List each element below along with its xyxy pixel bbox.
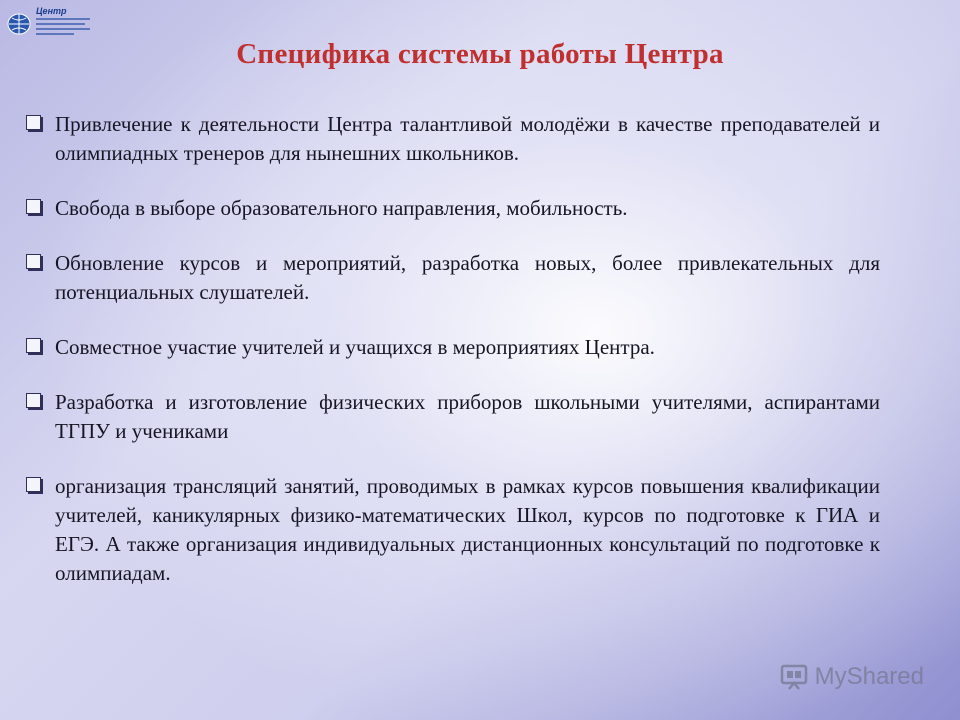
- watermark: [779, 662, 924, 692]
- list-item: [26, 388, 880, 446]
- list-item: [26, 249, 880, 307]
- slide-title: Специфика системы работы Центра: [236, 38, 724, 70]
- watermark-text: MyShared: [814, 663, 924, 690]
- bullet-text: Привлечение к деятельности Центра талантливой молодёжи в качестве преподавателей и олимпиадных тренеров для нынешних школьников.: [55, 112, 880, 165]
- logo: [6, 6, 88, 40]
- bullet-text: Разработка и изготовление физических приборов школьными учителями, аспирантами ТГПУ и учениками: [55, 390, 880, 443]
- checkbox-bullet-icon: [26, 254, 41, 269]
- list-item: [26, 472, 880, 588]
- logo-name: Центр: [36, 6, 67, 16]
- bullet-text: организация трансляций занятий, проводимых в рамках курсов повышения квалификации учителей, каникулярных физико-математических Школ, курсов по подготовке к ГИА и ЕГЭ. А также организация индивидуальных дистанционных консультаций по подготовке к олимпиадам.: [55, 474, 880, 585]
- checkbox-bullet-icon: [26, 199, 41, 214]
- list-item: [26, 333, 880, 362]
- presentation-icon: [779, 662, 809, 692]
- globe-logo-icon: [6, 12, 32, 36]
- bullet-text: Совместное участие учителей и учащихся в мероприятиях Центра.: [55, 335, 655, 359]
- bullet-text: Обновление курсов и мероприятий, разработка новых, более привлекательных для потенциальных слушателей.: [55, 251, 880, 304]
- list-item: [26, 194, 880, 223]
- checkbox-bullet-icon: [26, 338, 41, 353]
- bullet-text: Свобода в выборе образовательного направления, мобильность.: [55, 196, 628, 220]
- list-item: [26, 110, 880, 168]
- checkbox-bullet-icon: [26, 115, 41, 130]
- logo-subtitle-lines: [36, 18, 90, 38]
- checkbox-bullet-icon: [26, 393, 41, 408]
- bullet-list: [26, 110, 880, 614]
- checkbox-bullet-icon: [26, 477, 41, 492]
